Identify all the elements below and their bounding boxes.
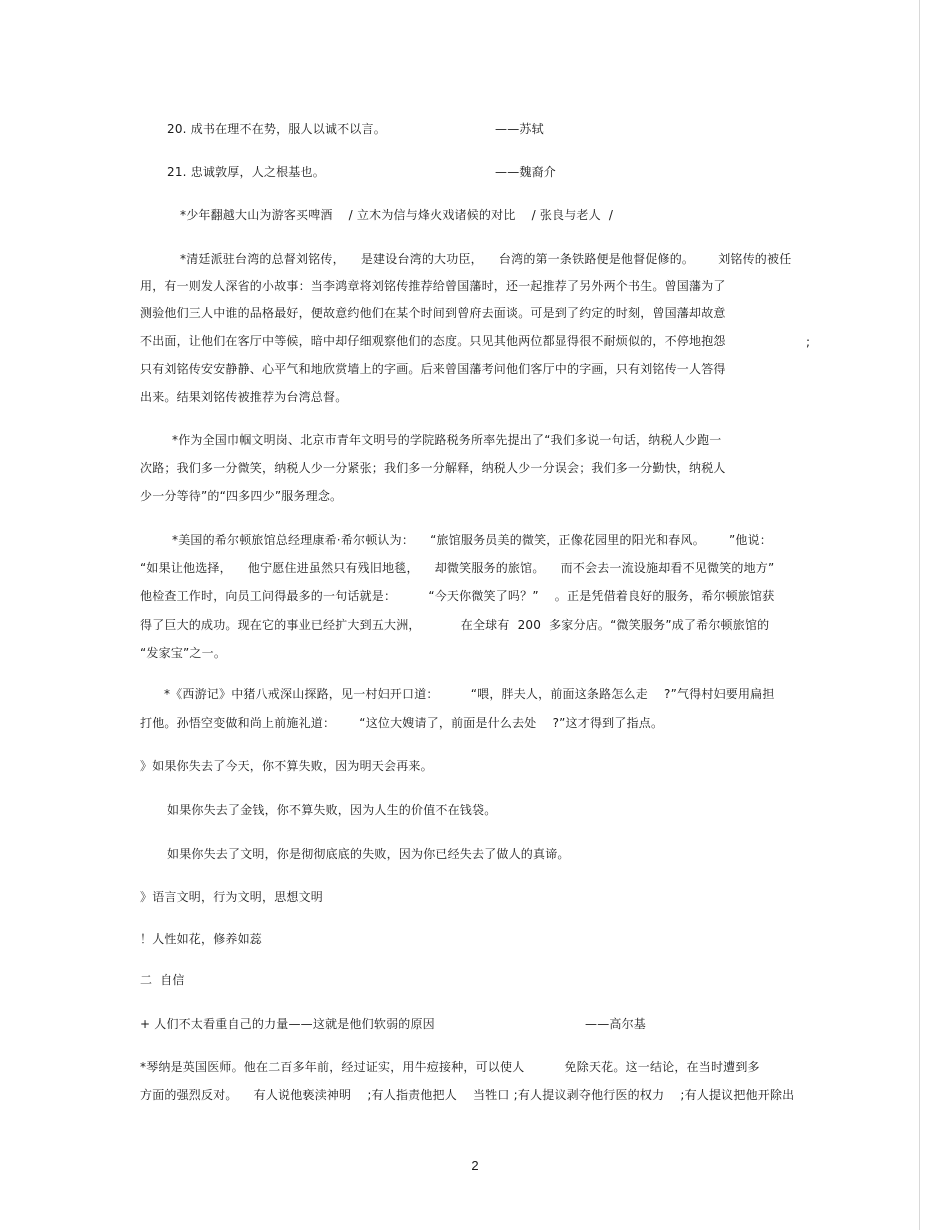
- paragraph-line: 测验他们三人中谁的品格最好，便故意约他们在某个时间到曾府去面谈。可是到了约定的时刻，曾国藩却故意: [140, 306, 726, 320]
- quote-20-author: ——苏轼: [495, 122, 544, 136]
- paragraph-line: 少一分等待”的“四多四少”服务理念。: [140, 489, 343, 503]
- section-heading: 二 自信: [140, 973, 185, 987]
- paragraph-line: 不出面，让他们在客厅中等候，暗中却仔细观察他们的态度。只见其他两位都显得很不耐烦似的，不停地抱怨: [140, 334, 726, 348]
- paragraph-line: 得了巨大的成功。现在它的事业已经扩大到五大洲， 在全球有 200 多家分店。“微笑服务”成了希尔顿旅馆的: [140, 618, 770, 632]
- paragraph-line: *《西游记》中猪八戒深山探路，见一村妇开口道： “喂，胖夫人，前面这条路怎么走 ?”气得村妇要用扁担: [164, 687, 775, 701]
- paragraph-line: *清廷派驻台湾的总督刘铭传， 是建设台湾的大功臣， 台湾的第一条铁路便是他督促修的。 刘铭传的被任: [180, 252, 792, 266]
- page-edge: [919, 0, 920, 1230]
- paragraph-line: 出来。结果刘铭传被推荐为台湾总督。: [140, 390, 348, 404]
- motto-line: 》语言文明，行为文明，思想文明: [140, 890, 324, 904]
- page-number: 2: [471, 1158, 479, 1173]
- maxim-line: 如果你失去了文明，你是彻彻底底的失败，因为你已经失去了做人的真谛。: [167, 847, 570, 861]
- paragraph-line: 打他。孙悟空变做和尚上前施礼道： “这位大嫂请了，前面是什么去处 ?”这才得到了指点。: [140, 716, 664, 730]
- story-list-line: *少年翻越大山为游客买啤酒 / 立木为信与烽火戏诸候的对比 / 张良与老人 /: [180, 208, 614, 222]
- stray-semicolon: ;: [806, 335, 811, 349]
- paragraph-line: “如果让他选择， 他宁愿住进虽然只有残旧地毯， 却微笑服务的旅馆。 而不会去一流设施却看不见微笑的地方”: [140, 561, 775, 575]
- quote-20-text: 20. 成书在理不在势，服人以诚不以言。: [167, 122, 386, 136]
- quote-21-text: 21. 忠诚敦厚，人之根基也。: [167, 165, 325, 179]
- paragraph-line: 只有刘铭传安安静静、心平气和地欣赏墙上的字画。后来曾国藩考问他们客厅中的字画，只有刘铭传一人答得: [140, 362, 726, 376]
- paragraph-line: “发家宝”之一。: [140, 646, 227, 660]
- maxim-line: 》如果你失去了今天，你不算失败，因为明天会再来。: [140, 759, 433, 773]
- paragraph-line: *美国的希尔顿旅馆总经理康希·希尔顿认为： “旅馆服务员美的微笑，正像花园里的阳光和春风。 ”他说：: [172, 533, 772, 547]
- paragraph-line: 他检查工作时，向员工问得最多的一句话就是： “今天你微笑了吗？” 。正是凭借着良好的服务，希尔顿旅馆获: [140, 589, 775, 603]
- paragraph-line: 用，有一则发人深省的小故事：当李鸿章将刘铭传推荐给曾国藩时，还一起推荐了另外两个书生。曾国藩为了: [140, 279, 726, 293]
- paragraph-line: *琴纳是英国医师。他在二百多年前，经过证实，用牛痘接种，可以使人 免除天花。这一结论，在当时遭到多: [140, 1060, 760, 1074]
- paragraph-line: 次路；我们多一分微笑，纳税人少一分紧张；我们多一分解释，纳税人少一分误会；我们多一分勤快，纳税人: [140, 461, 726, 475]
- paragraph-line: *作为全国巾帼文明岗、北京市青年文明号的学院路税务所率先提出了“我们多说一句话，纳税人少跑一: [172, 433, 722, 447]
- quote-text: + 人们不太看重自己的力量——这就是他们软弱的原因: [140, 1017, 435, 1031]
- paragraph-line: 方面的强烈反对。 有人说他亵渎神明 ;有人指责他把人 当牲口 ;有人提议剥夺他行医的权力 ;有人提议把他开除出: [140, 1088, 795, 1102]
- quote-author: ——高尔基: [585, 1017, 647, 1031]
- quote-21-author: ——魏裔介: [495, 165, 557, 179]
- maxim-line: 如果你失去了金钱，你不算失败，因为人生的价值不在钱袋。: [167, 803, 497, 817]
- motto-line: ！人性如花，修养如蕊: [140, 932, 263, 946]
